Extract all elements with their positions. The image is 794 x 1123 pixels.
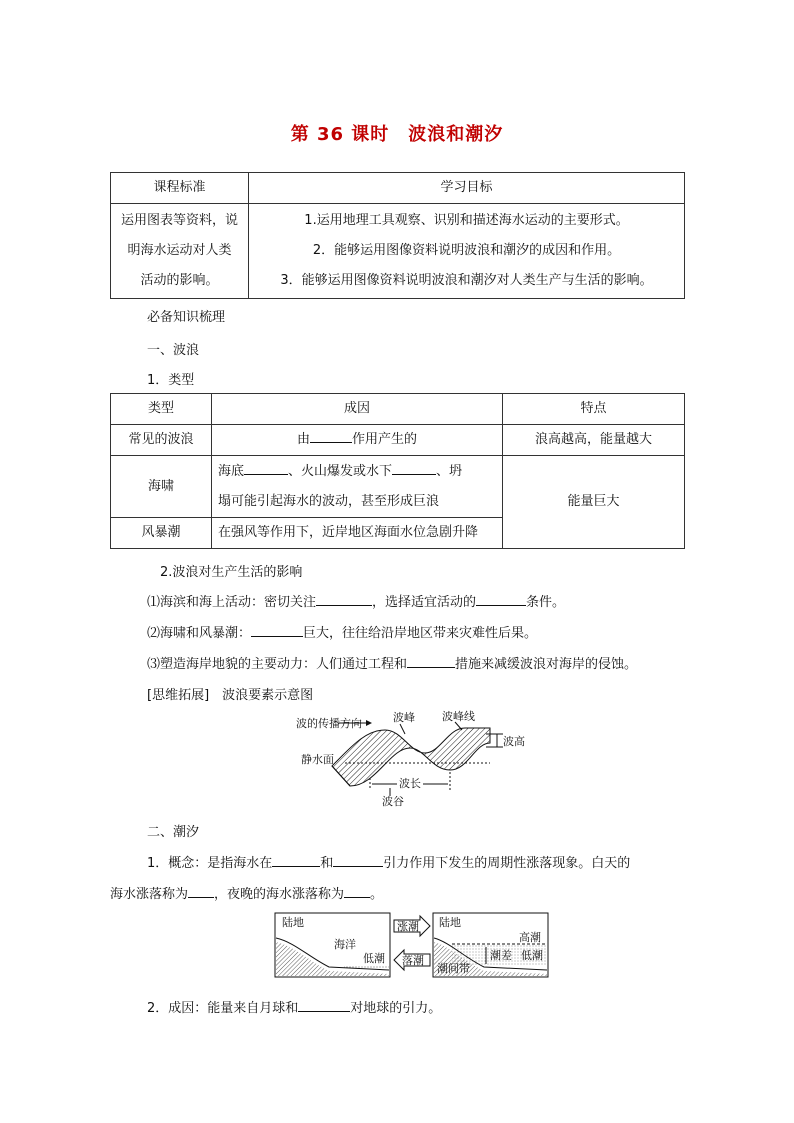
part1-sub2: 2.波浪对生产生活的影响 xyxy=(160,565,303,580)
label-low-left: 低潮 xyxy=(363,952,385,965)
fill-blank[interactable] xyxy=(344,883,370,898)
tide-cause: 2．成因：能量来自月球和 对地球的引力。 xyxy=(147,997,441,1016)
part2-heading: 二、潮汐 xyxy=(147,825,200,840)
header-type: 类型 xyxy=(111,394,212,425)
wave-diagram xyxy=(290,708,530,808)
label-direction: 波的传播方向 xyxy=(296,717,362,730)
fill-blank[interactable] xyxy=(476,591,526,606)
part1-sub1: 1．类型 xyxy=(147,373,195,388)
label-falling: 落潮 xyxy=(402,954,424,967)
fill-blank[interactable] xyxy=(392,460,436,475)
standard-line: 活动的影响。 xyxy=(140,273,219,288)
cause-cell: 由 作用产生的 xyxy=(212,425,503,456)
fill-blank[interactable] xyxy=(407,653,455,668)
header-standard: 课程标准 xyxy=(111,173,249,204)
label-still-water: 静水面 xyxy=(301,753,334,766)
page-title: 第 36 课时 波浪和潮汐 xyxy=(290,124,504,145)
standard-cell xyxy=(111,204,249,299)
label-height: 波高 xyxy=(503,735,525,748)
fill-blank[interactable] xyxy=(272,852,320,867)
header-goals: 学习目标 xyxy=(249,173,685,204)
label-ocean: 海洋 xyxy=(334,938,356,951)
header-cause: 成因 xyxy=(212,394,503,425)
goal-item: 3．能够运用图像资料说明波浪和潮汐对人类生产与生活的影响。 xyxy=(280,273,653,288)
impact-item-3: ⑶塑造海岸地貌的主要动力：人们通过工程和 措施来减缓波浪对海岸的侵蚀。 xyxy=(147,653,637,672)
label-trough: 波谷 xyxy=(382,795,404,808)
label-rising: 涨潮 xyxy=(397,920,419,933)
standard-line: 明海水运动对人类 xyxy=(127,243,232,258)
fill-blank[interactable] xyxy=(298,997,350,1012)
feature-cell: 浪高越高，能量越大 xyxy=(503,425,685,456)
thinking-extension: [思维拓展] 波浪要素示意图 xyxy=(147,688,314,703)
feature-cell: 能量巨大 xyxy=(503,456,685,549)
label-low-right: 低潮 xyxy=(521,949,543,962)
fill-blank[interactable] xyxy=(188,883,214,898)
label-high: 高潮 xyxy=(519,931,541,944)
fill-blank[interactable] xyxy=(316,591,372,606)
label-crest: 波峰 xyxy=(393,711,415,724)
label-land-right: 陆地 xyxy=(439,916,461,929)
tide-concept-line2: 海水涨落称为 ，夜晚的海水涨落称为 。 xyxy=(110,883,383,902)
label-crest-line: 波峰线 xyxy=(442,710,475,723)
impact-item-2: ⑵海啸和风暴潮： 巨大，往往给沿岸地区带来灾难性后果。 xyxy=(147,622,537,641)
type-cell: 常见的波浪 xyxy=(111,425,212,456)
section-heading: 必备知识梳理 xyxy=(147,310,226,325)
cause-cell: 在强风等作用下，近岸地区海面水位急剧升降 xyxy=(212,518,503,549)
impact-item-1: ⑴海滨和海上活动：密切关注 ，选择适宜活动的 条件。 xyxy=(147,591,565,610)
wave-type-table xyxy=(110,393,685,549)
fill-blank[interactable] xyxy=(251,622,303,637)
type-cell: 海啸 xyxy=(111,456,212,518)
goal-item: 1.运用地理工具观察、识别和描述海水运动的主要形式。 xyxy=(304,213,629,228)
cause-cell: 海底 、火山爆发或水下 、坍 塌可能引起海水的波动，甚至形成巨浪 xyxy=(212,456,503,518)
tide-diagram xyxy=(274,912,550,980)
standard-line: 运用图表等资料，说 xyxy=(120,213,238,228)
goals-cell xyxy=(249,204,685,299)
part1-heading: 一、波浪 xyxy=(147,343,200,358)
fill-blank[interactable] xyxy=(333,852,383,867)
type-cell: 风暴潮 xyxy=(111,518,212,549)
header-feature: 特点 xyxy=(503,394,685,425)
standards-table xyxy=(110,172,685,299)
goal-item: 2．能够运用图像资料说明波浪和潮汐的成因和作用。 xyxy=(312,243,621,258)
label-intertidal: 潮间带 xyxy=(437,962,470,975)
tide-concept-line1: 1．概念：是指海水在 和 引力作用下发生的周期性涨落现象。白天的 xyxy=(147,852,630,871)
fill-blank[interactable] xyxy=(244,460,288,475)
fill-blank[interactable] xyxy=(310,428,352,443)
label-wavelength: 波长 xyxy=(399,777,421,790)
label-land-left: 陆地 xyxy=(282,916,304,929)
label-range: 潮差 xyxy=(490,949,512,962)
